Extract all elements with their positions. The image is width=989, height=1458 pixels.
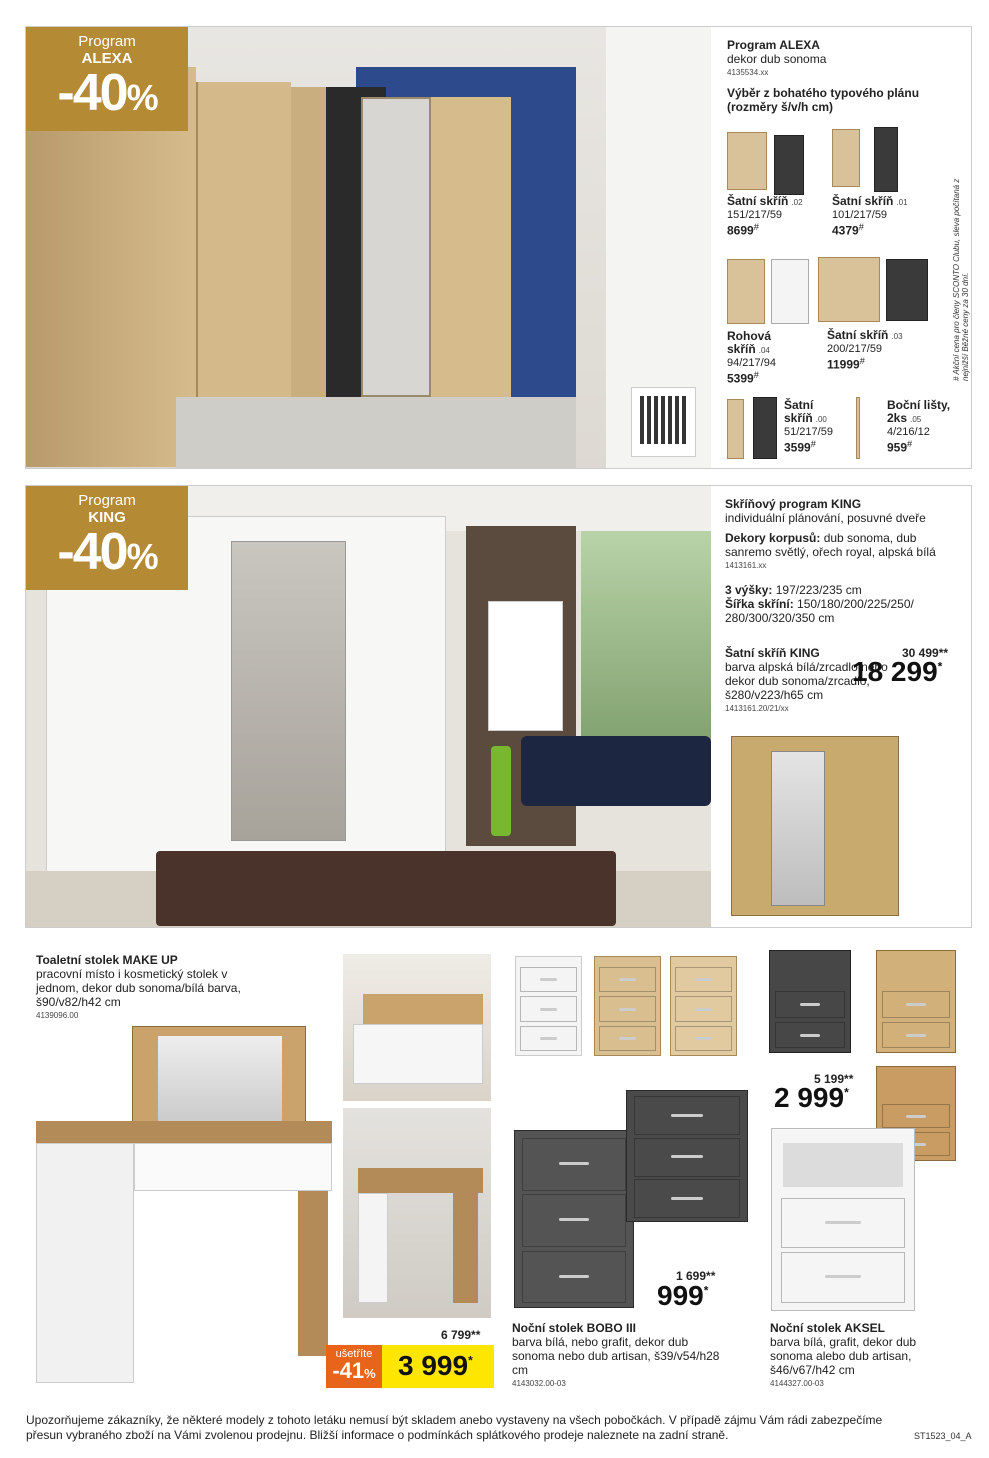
footer-disclaimer: Upozorňujeme zákazníky, že některé modely z tohoto letáku nemusí být skladem anebo vystaveny na všech pobočkách. V případě zájmu Vám rádi zabezpečíme přesun vybraného zboží na Vámi zvolenou prodejnu. Bližší informace o podmínkách splátkového prodeje naleznete na zadní straně. — [26, 1413, 883, 1442]
aksel-desc: barva bílá, grafit, dekor dub sonoma alebo dub artisan, š46/v67/h42 cm — [770, 1335, 917, 1377]
alexa-variant: Šatní skříň .01 101/217/59 4379# — [832, 194, 908, 238]
wardrobe-thumb — [727, 259, 765, 324]
bobo-graphite-open-image — [626, 1090, 748, 1222]
makeup-price: 3 999* — [398, 1350, 473, 1381]
aksel-white-main-image — [771, 1128, 915, 1311]
king-info — [725, 497, 960, 625]
alexa-title: Program ALEXA — [727, 38, 820, 52]
badge-program-label: Program — [78, 492, 136, 509]
side-strip-thumb — [856, 397, 860, 459]
bobo-white-thumb — [515, 956, 582, 1056]
badge-program-label: Program — [78, 33, 136, 50]
badge-program-name: KING — [88, 509, 126, 526]
king-product-name: Šatní skříň KING — [725, 646, 820, 660]
bobo-desc: barva bílá, nebo grafit, dekor dub sonoma nebo dub artisan, š39/v54/h28 cm — [512, 1335, 720, 1377]
makeup-code: 4139096.00 — [36, 1011, 79, 1020]
badge-program-name: ALEXA — [81, 50, 133, 67]
bobo-code: 4143032.00-03 — [512, 1379, 566, 1388]
badge-percent: -40% — [57, 64, 157, 122]
bobo-graphite-main-image — [514, 1130, 634, 1308]
aksel-code: 4144327.00-03 — [770, 1379, 824, 1388]
aksel-info — [770, 1321, 950, 1391]
king-heights: 3 výšky: 197/223/235 cm — [725, 583, 862, 597]
wardrobe-thumb — [771, 259, 809, 324]
king-price: 18 299* — [852, 656, 943, 687]
king-product-desc: barva alpská bílá/zrcadlo nebo dekor dub sonoma/zrcadlo, š280/v223/h65 cm — [725, 660, 888, 702]
bobo-info — [512, 1321, 727, 1391]
alexa-variant: Boční lišty, 2ks .05 4/216/12 959# — [887, 398, 951, 455]
bobo-oak-thumb — [594, 956, 661, 1056]
king-title: Skříňový program KING — [725, 497, 862, 511]
aksel-graphite-thumb — [769, 950, 851, 1053]
king-discount-badge — [26, 486, 188, 590]
alexa-discount-badge — [26, 27, 188, 131]
badge-percent: -40% — [57, 523, 157, 581]
king-decor: Dekory korpusů: dub sonoma, dub sanremo světlý, ořech royal, alpská bílá — [725, 531, 936, 559]
wardrobe-thumb — [886, 259, 928, 321]
king-old-price: 30 499** — [902, 646, 949, 660]
aksel-oak-thumb — [876, 950, 956, 1053]
wardrobe-thumb — [874, 127, 898, 192]
aksel-old-price: 5 199** — [814, 1072, 854, 1086]
makeup-desc: pracovní místo i kosmetický stolek v jednom, dekor dub sonoma/bílá barva, š90/v82/h42 cm — [36, 967, 241, 1009]
page-code: ST1523_04_A — [914, 1431, 972, 1441]
alexa-club-note: # Akční cena pro členy SCONTO Clubu, sleva počítaná z nejnižší Běžné ceny za 30 dní. — [952, 178, 970, 381]
makeup-info — [36, 953, 251, 1023]
king-product-code: 1413161.20/21/xx — [725, 704, 789, 713]
makeup-title: Toaletní stolek MAKE UP — [36, 953, 178, 967]
bobo-title: Noční stolek BOBO III — [512, 1321, 637, 1335]
alexa-variant: Šatní skříň .00 51/217/59 3599# — [784, 398, 833, 455]
bobo-light-oak-thumb — [670, 956, 737, 1056]
alexa-variant: Šatní skříň .03 200/217/59 11999# — [827, 328, 903, 372]
king-desc: individuální plánování, posuvné dveře — [725, 511, 926, 525]
alexa-decor: dekor dub sonoma — [727, 52, 827, 66]
aksel-price: 2 999* — [774, 1082, 849, 1113]
king-wardrobe-image — [731, 736, 899, 916]
alexa-variant: Šatní skříň .02 151/217/59 8699# — [727, 194, 803, 238]
king-panel — [25, 485, 972, 928]
makeup-photo-top — [343, 954, 491, 1101]
king-code: 1413161.xx — [725, 561, 767, 570]
wardrobe-thumb — [832, 129, 860, 187]
makeup-photo-bottom — [343, 1108, 491, 1318]
alexa-subtitle: Výběr z bohatého typového plánu (rozměry š/v/h cm) — [727, 86, 920, 114]
wardrobe-thumb — [727, 399, 744, 459]
alexa-info — [727, 38, 952, 114]
qr-code — [631, 387, 696, 457]
alexa-variant: Rohová skříň .04 94/217/94 5399# — [727, 329, 776, 386]
makeup-table-image — [36, 1026, 332, 1356]
bobo-price: 999* — [657, 1280, 709, 1311]
makeup-save-badge: ušetříte -41% — [326, 1345, 382, 1388]
bobo-old-price: 1 699** — [676, 1269, 716, 1283]
wardrobe-thumb — [727, 132, 767, 190]
aksel-title: Noční stolek AKSEL — [770, 1321, 885, 1335]
wardrobe-thumb — [818, 257, 880, 322]
alexa-code: 4135534.xx — [727, 68, 769, 77]
alexa-panel — [25, 26, 972, 469]
makeup-price-box — [382, 1345, 494, 1388]
king-widths: Šířka skříní: 150/180/200/225/250/ 280/300/320/350 cm — [725, 597, 914, 625]
wardrobe-thumb — [753, 397, 777, 459]
makeup-old-price: 6 799** — [441, 1328, 481, 1342]
wardrobe-thumb — [774, 135, 804, 195]
